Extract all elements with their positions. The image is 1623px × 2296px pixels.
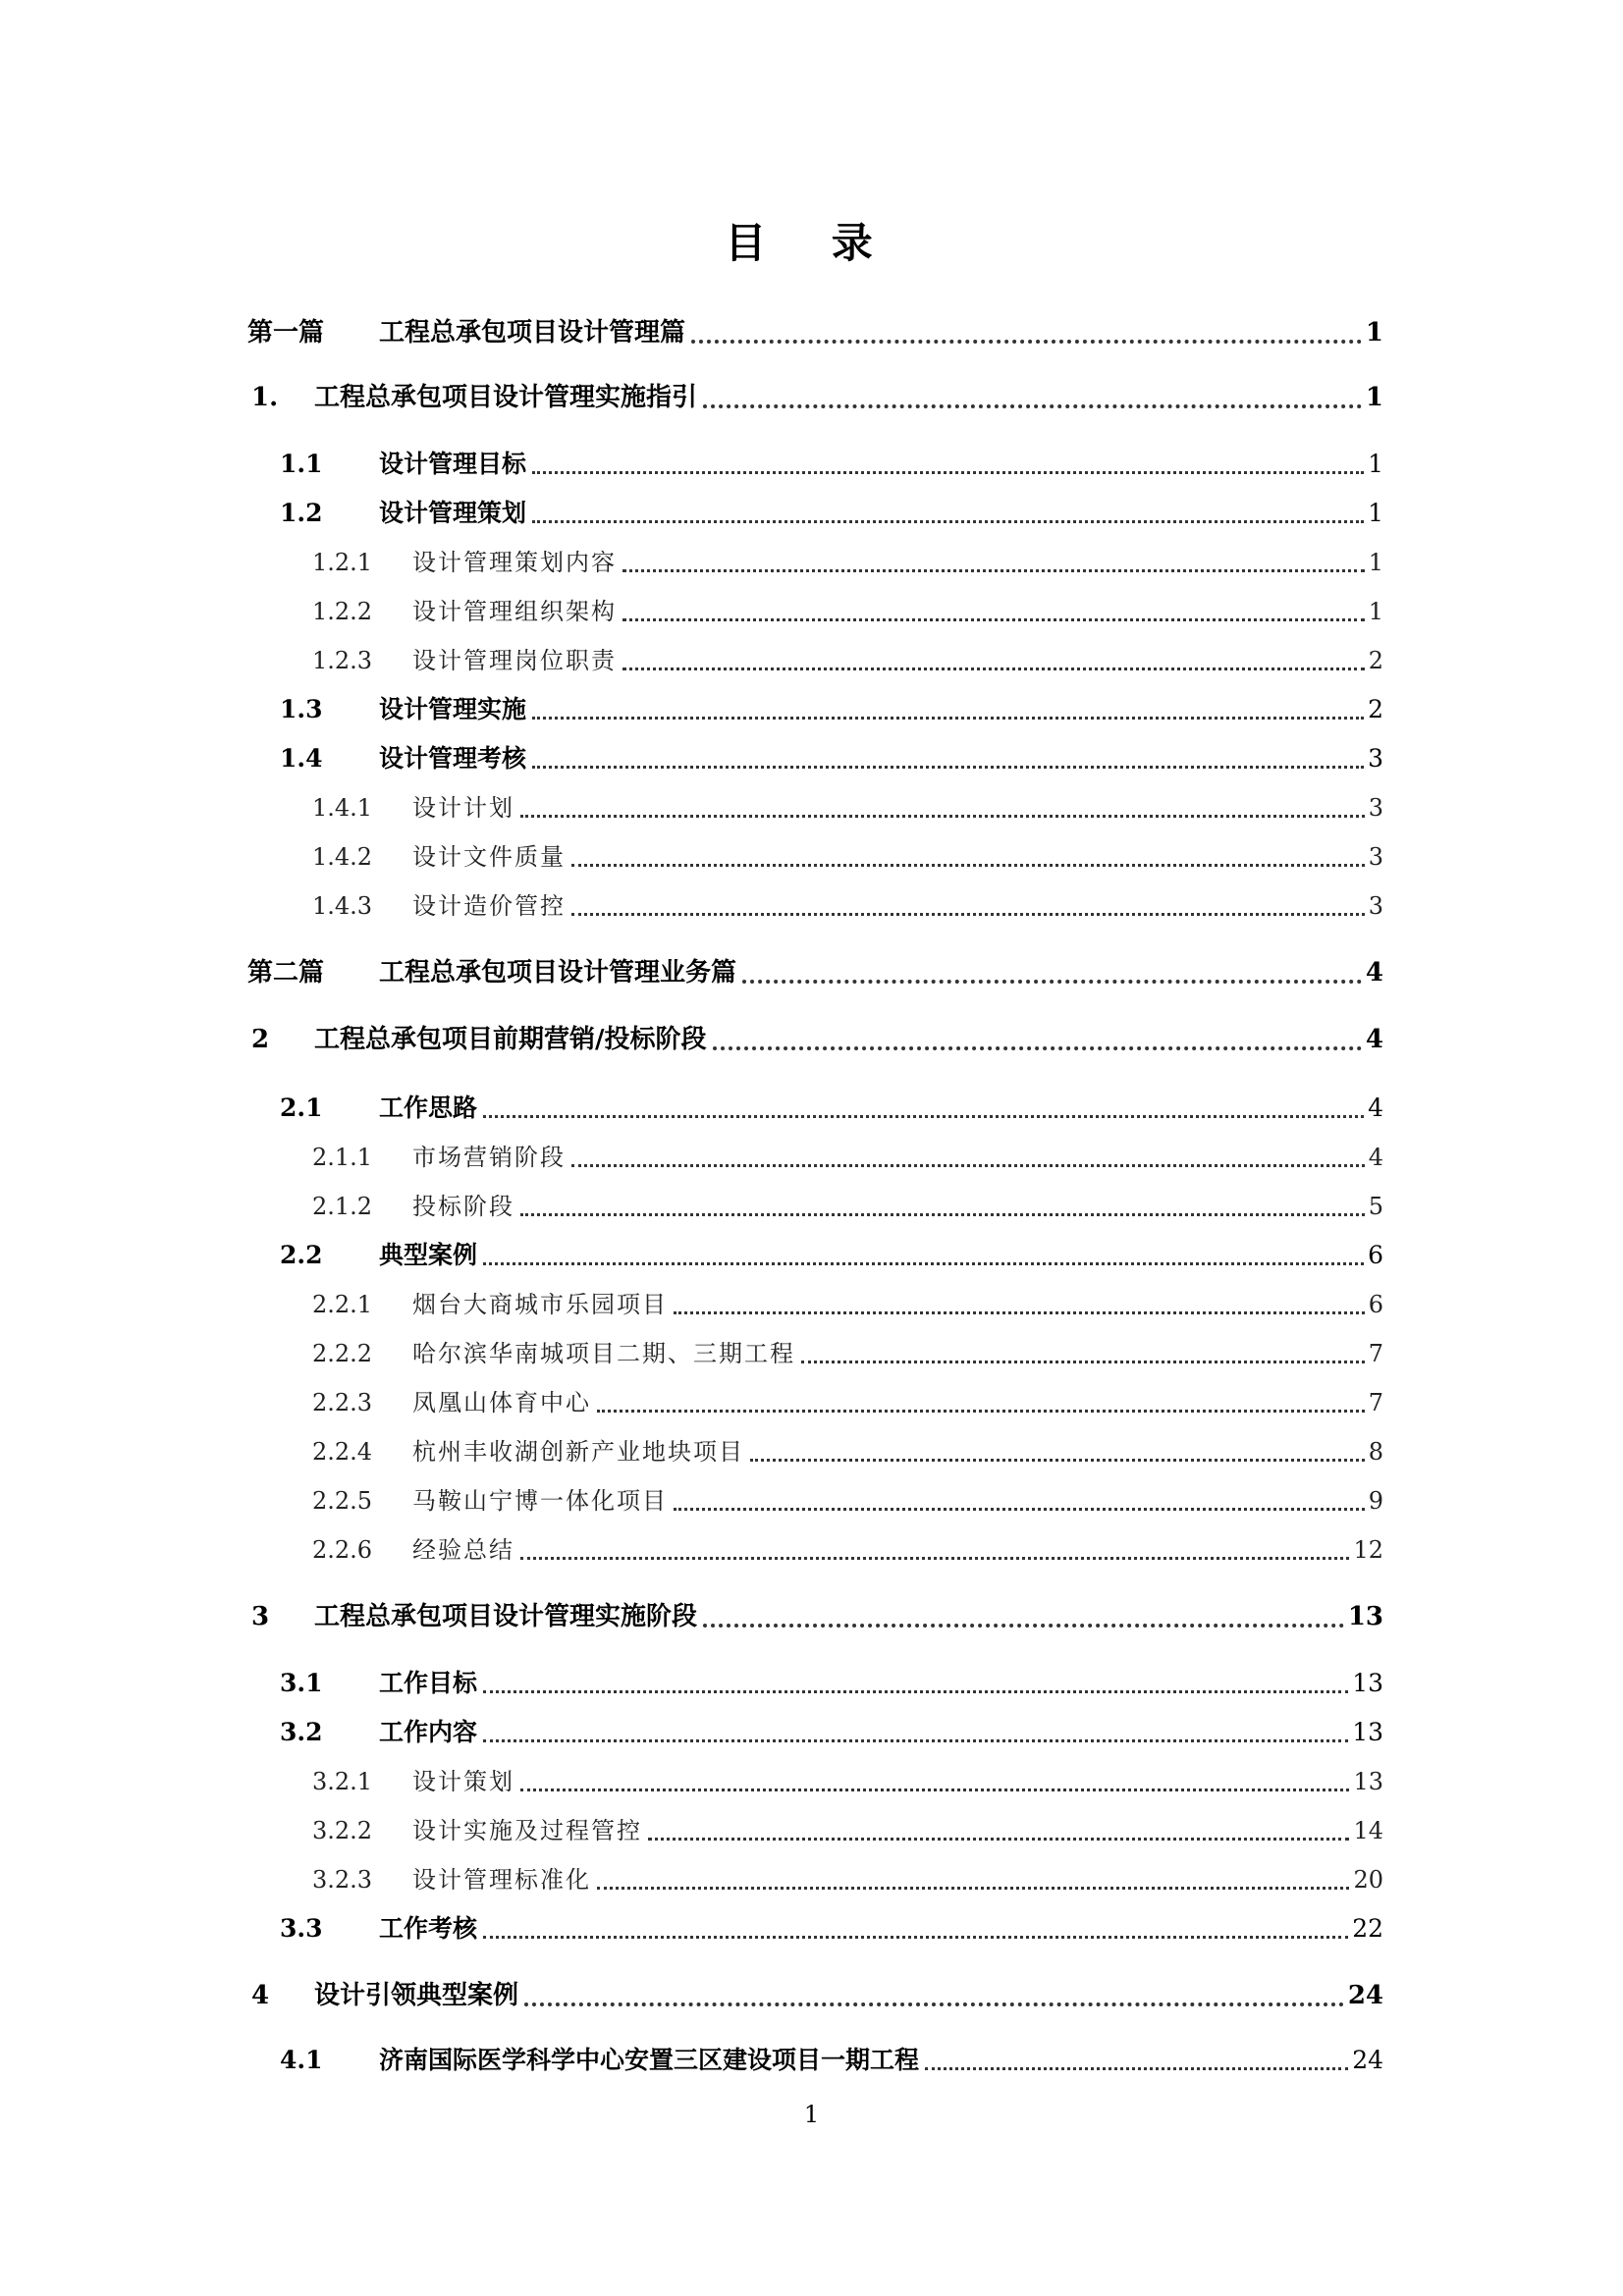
toc-entry[interactable]: [0, 884, 1623, 928]
toc-entry[interactable]: [0, 1430, 1623, 1473]
dot-leader: [713, 1046, 1362, 1050]
toc-entry-title: 工程总承包项目设计管理实施指引: [314, 383, 698, 412]
toc-entry[interactable]: [0, 786, 1623, 829]
toc-entry-number: 1.1: [280, 450, 323, 478]
toc-entry-title: 工程总承包项目设计管理实施阶段: [314, 1602, 698, 1631]
toc-entry-number: 2: [251, 1025, 270, 1054]
toc-entry-title: 设计管理标准化: [412, 1866, 591, 1894]
toc-entry-page: 2: [1368, 647, 1383, 674]
toc-entry-page: 4: [1365, 1025, 1383, 1054]
toc-entry-title: 设计引领典型案例: [314, 1981, 519, 2010]
toc-entry-title: 济南国际医学科学中心安置三区建设项目一期工程: [379, 2046, 920, 2074]
toc-entry-page: 1: [1368, 450, 1383, 478]
toc-entry[interactable]: [0, 1479, 1623, 1522]
toc-entry[interactable]: [0, 639, 1623, 682]
toc-entry[interactable]: [0, 1018, 1623, 1061]
dot-leader: [520, 1213, 1365, 1216]
toc-entry[interactable]: [0, 590, 1623, 633]
toc-entry-number: 4: [251, 1981, 270, 2010]
toc-entry[interactable]: [0, 951, 1623, 994]
dot-leader: [483, 1690, 1348, 1693]
toc-entry-title: 设计管理策划: [379, 499, 527, 527]
toc-entry-number: 2.2.6: [312, 1536, 373, 1564]
toc-entry-title: 设计管理目标: [379, 450, 527, 478]
dot-leader: [483, 1115, 1364, 1118]
toc-entry-number: 4.1: [280, 2046, 323, 2074]
toc-entry-title: 设计造价管控: [412, 892, 566, 920]
toc-entry-page: 14: [1353, 1817, 1383, 1844]
toc-entry-title: 典型案例: [379, 1241, 478, 1269]
toc-title: 目 录: [725, 219, 898, 267]
toc-entry-page: 5: [1368, 1193, 1383, 1220]
toc-entry-page: 7: [1368, 1340, 1383, 1367]
dot-leader: [483, 1739, 1348, 1742]
toc-entry-title: 工程总承包项目设计管理篇: [379, 318, 686, 347]
dot-leader: [532, 717, 1364, 720]
toc-entry-page: 24: [1347, 1981, 1383, 2010]
toc-entry-number: 1.4.3: [312, 892, 373, 920]
toc-entry-page: 4: [1368, 1144, 1383, 1171]
toc-entry-page: 8: [1368, 1438, 1383, 1466]
toc-entry[interactable]: [0, 1662, 1623, 1705]
toc-entry-number: 1.4: [280, 744, 323, 773]
toc-entry-title: 工程总承包项目设计管理业务篇: [379, 958, 737, 988]
dot-leader: [622, 667, 1365, 670]
dot-leader: [703, 404, 1362, 408]
toc-entry-page: 1: [1365, 383, 1383, 412]
toc-entry-number: 1.2.3: [312, 647, 373, 674]
toc-entry[interactable]: [0, 1136, 1623, 1179]
dot-leader: [524, 2002, 1344, 2006]
toc-entry[interactable]: [0, 1809, 1623, 1852]
toc-entry-number: 3.1: [280, 1669, 323, 1697]
toc-entry-page: 20: [1353, 1866, 1383, 1894]
toc-entry-title: 杭州丰收湖创新产业地块项目: [412, 1438, 744, 1466]
dot-leader: [801, 1361, 1365, 1363]
dot-leader: [597, 1410, 1365, 1413]
toc-entry-title: 投标阶段: [412, 1193, 514, 1220]
toc-entry-page: 9: [1368, 1487, 1383, 1515]
toc-entry-title: 设计管理组织架构: [412, 598, 617, 625]
toc-entry-title: 设计实施及过程管控: [412, 1817, 642, 1844]
toc-entry-number: 3.2: [280, 1718, 323, 1746]
toc-entry-page: 3: [1368, 892, 1383, 920]
toc-entry-page: 1: [1365, 318, 1383, 347]
toc-entry-number: 1.4.1: [312, 794, 373, 822]
toc-entry-number: 第一篇: [247, 318, 325, 347]
toc-entry-title: 设计策划: [412, 1768, 514, 1795]
dot-leader: [483, 1262, 1364, 1265]
toc-entry-title: 工作内容: [379, 1718, 478, 1746]
toc-entry[interactable]: [0, 1528, 1623, 1572]
dot-leader: [483, 1936, 1348, 1939]
toc-entry[interactable]: [0, 541, 1623, 584]
toc-entry-number: 2.2.5: [312, 1487, 373, 1515]
toc-entry-title: 烟台大商城市乐园项目: [412, 1291, 668, 1318]
dot-leader: [532, 766, 1364, 769]
toc-entry-title: 经验总结: [412, 1536, 514, 1564]
dot-leader: [750, 1459, 1365, 1462]
toc-entry[interactable]: [0, 1974, 1623, 2017]
toc-entry-title: 工作思路: [379, 1094, 478, 1122]
toc-entry-title: 工作目标: [379, 1669, 478, 1697]
dot-leader: [622, 569, 1365, 572]
toc-entry-page: 7: [1368, 1389, 1383, 1416]
toc-entry[interactable]: [0, 1185, 1623, 1228]
toc-entry-page: 12: [1353, 1536, 1383, 1564]
toc-entry-number: 1.2: [280, 499, 323, 527]
toc-entry-number: 2.2.3: [312, 1389, 373, 1416]
toc-entry-number: 第二篇: [247, 958, 325, 988]
toc-entry-title: 市场营销阶段: [412, 1144, 566, 1171]
toc-entry-title: 设计计划: [412, 794, 514, 822]
toc-entry-page: 13: [1352, 1669, 1383, 1697]
dot-leader: [571, 864, 1365, 867]
toc-entry-page: 13: [1353, 1768, 1383, 1795]
toc-entry-page: 22: [1352, 1914, 1383, 1943]
dot-leader: [532, 520, 1364, 523]
toc-entry-page: 3: [1368, 794, 1383, 822]
dot-leader: [674, 1508, 1365, 1511]
toc-entry-page: 13: [1352, 1718, 1383, 1746]
toc-entry[interactable]: [0, 1234, 1623, 1277]
dot-leader: [742, 980, 1362, 984]
toc-entry-page: 1: [1368, 598, 1383, 625]
toc-entry-title: 工作考核: [379, 1914, 478, 1943]
toc-entry-page: 1: [1368, 549, 1383, 576]
toc-entry[interactable]: [0, 1381, 1623, 1424]
toc-entry-page: 3: [1368, 744, 1383, 773]
toc-entry[interactable]: [0, 376, 1623, 419]
toc-entry[interactable]: [0, 688, 1623, 731]
toc-entry[interactable]: [0, 311, 1623, 354]
dot-leader: [532, 471, 1364, 474]
toc-entry-number: 1.: [251, 383, 279, 412]
toc-entry-page: 6: [1368, 1241, 1383, 1269]
toc-entry-title: 设计管理岗位职责: [412, 647, 617, 674]
toc-entry-title: 设计管理考核: [379, 744, 527, 773]
toc-entry-title: 哈尔滨华南城项目二期、三期工程: [412, 1340, 795, 1367]
dot-leader: [691, 340, 1362, 344]
dot-leader: [571, 1164, 1365, 1167]
toc-entry-title: 设计管理策划内容: [412, 549, 617, 576]
toc-entry[interactable]: [0, 835, 1623, 879]
dot-leader: [597, 1887, 1349, 1890]
toc-entry-title: 工程总承包项目前期营销/投标阶段: [314, 1025, 707, 1054]
page-number: 1: [803, 2101, 820, 2128]
dot-leader: [703, 1624, 1344, 1628]
toc-entry-number: 1.2.2: [312, 598, 373, 625]
dot-leader: [648, 1838, 1349, 1841]
toc-entry-page: 6: [1368, 1291, 1383, 1318]
toc-entry-number: 1.3: [280, 695, 323, 723]
dot-leader: [520, 815, 1365, 818]
toc-entry-number: 2.2.2: [312, 1340, 373, 1367]
dot-leader: [571, 913, 1365, 916]
toc-entry[interactable]: [0, 1711, 1623, 1754]
toc-entry[interactable]: [0, 1595, 1623, 1638]
dot-leader: [520, 1789, 1349, 1791]
toc-entry-number: 2.1.1: [312, 1144, 373, 1171]
toc-entry-number: 2.2.4: [312, 1438, 373, 1466]
toc-entry[interactable]: [0, 2039, 1623, 2082]
toc-entry-number: 3.2.1: [312, 1768, 373, 1795]
toc-entry-page: 13: [1347, 1602, 1383, 1631]
toc-entry[interactable]: [0, 1858, 1623, 1901]
toc-entry-title: 凤凰山体育中心: [412, 1389, 591, 1416]
toc-entry-number: 3: [251, 1602, 270, 1631]
toc-entry-title: 设计管理实施: [379, 695, 527, 723]
toc-entry-number: 3.2.2: [312, 1817, 373, 1844]
toc-entry-number: 2.1.2: [312, 1193, 373, 1220]
dot-leader: [520, 1557, 1349, 1560]
dot-leader: [622, 618, 1365, 621]
toc-entry[interactable]: [0, 1332, 1623, 1375]
toc-entry-number: 1.2.1: [312, 549, 373, 576]
toc-entry[interactable]: [0, 1760, 1623, 1803]
toc-entry[interactable]: [0, 1087, 1623, 1130]
toc-entry-page: 4: [1368, 1094, 1383, 1122]
toc-entry-number: 2.1: [280, 1094, 323, 1122]
toc-entry-page: 3: [1368, 843, 1383, 871]
toc-entry[interactable]: [0, 443, 1623, 486]
toc-entry[interactable]: [0, 1907, 1623, 1950]
toc-entry-number: 3.3: [280, 1914, 323, 1943]
toc-entry[interactable]: [0, 492, 1623, 535]
toc-entry-page: 2: [1368, 695, 1383, 723]
dot-leader: [674, 1311, 1365, 1314]
dot-leader: [925, 2067, 1348, 2070]
toc-entry-page: 1: [1368, 499, 1383, 527]
toc-entry-number: 1.4.2: [312, 843, 373, 871]
toc-entry-number: 3.2.3: [312, 1866, 373, 1894]
toc-entry-number: 2.2.1: [312, 1291, 373, 1318]
toc-entry[interactable]: [0, 737, 1623, 780]
toc-entry-title: 设计文件质量: [412, 843, 566, 871]
toc-entry[interactable]: [0, 1283, 1623, 1326]
toc-entry-page: 24: [1352, 2046, 1383, 2074]
toc-entry-number: 2.2: [280, 1241, 323, 1269]
toc-entry-page: 4: [1365, 958, 1383, 988]
toc-entry-title: 马鞍山宁博一体化项目: [412, 1487, 668, 1515]
